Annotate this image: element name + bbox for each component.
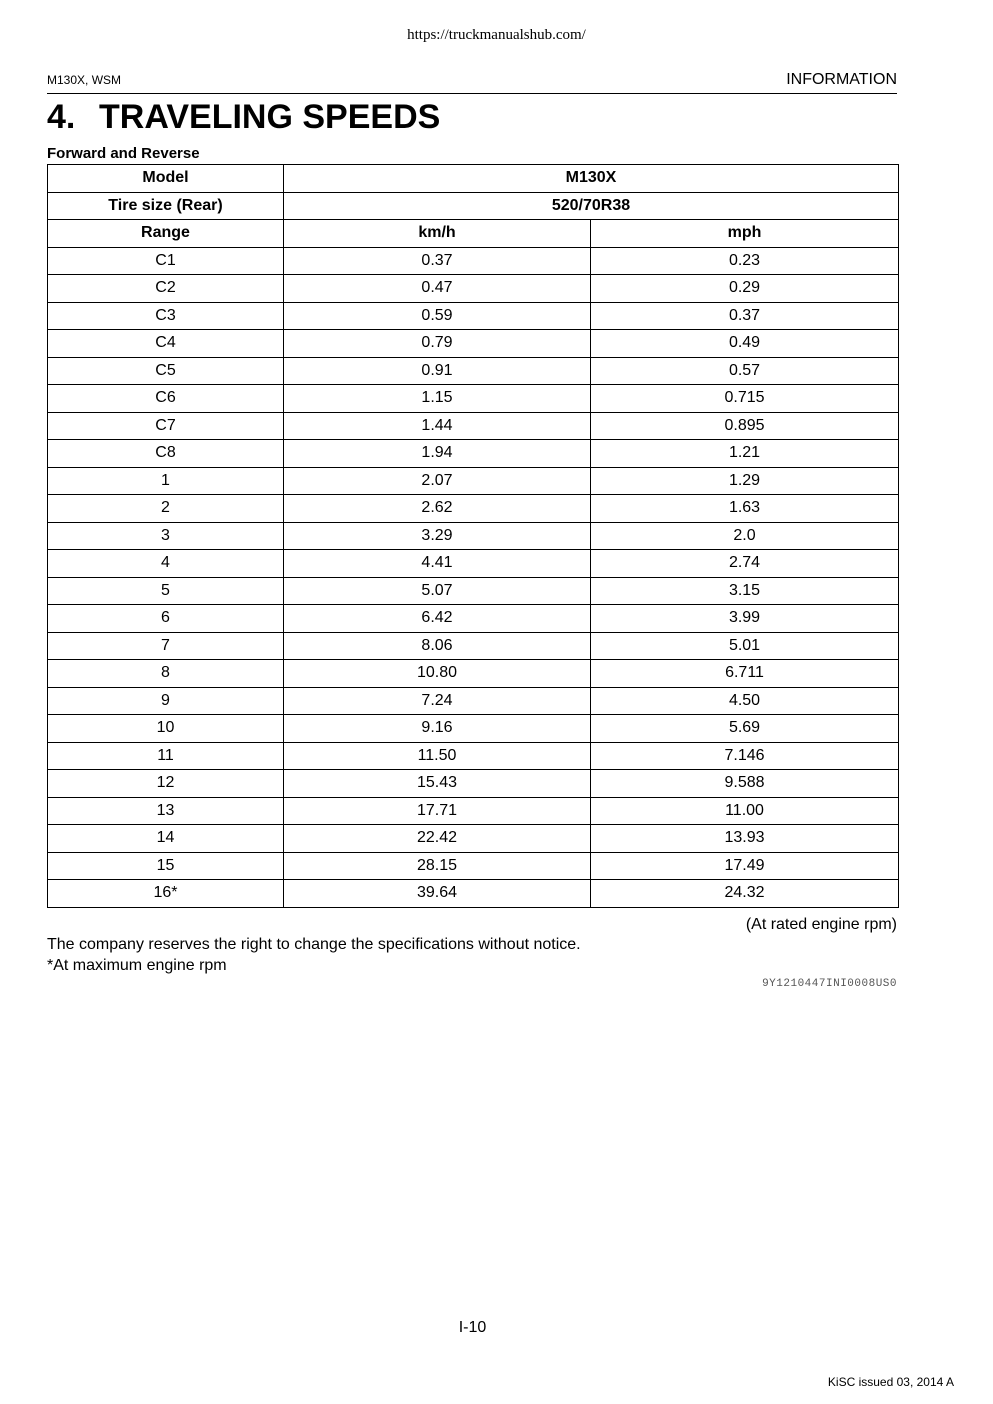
range-cell: 6 [48,605,284,633]
mph-cell: 0.23 [591,247,899,275]
range-cell: C3 [48,302,284,330]
kmh-cell: 39.64 [284,880,591,908]
section-number: 4. [47,98,76,136]
range-cell: 16* [48,880,284,908]
header-manual-name: M130X, WSM [47,73,122,87]
table-row [48,550,899,578]
table-row [48,605,899,633]
column-header-range: Range [48,220,284,248]
column-header-mph: mph [591,220,899,248]
kmh-cell: 1.15 [284,385,591,413]
range-cell: 2 [48,495,284,523]
table-row [48,275,899,303]
range-cell: C5 [48,357,284,385]
kmh-cell: 2.07 [284,467,591,495]
issue-info: KiSC issued 03, 2014 A [827,1375,954,1389]
mph-cell: 7.146 [591,742,899,770]
page-title [47,98,440,137]
mph-cell: 1.29 [591,467,899,495]
table-row [48,330,899,358]
mph-cell: 0.49 [591,330,899,358]
kmh-cell: 6.42 [284,605,591,633]
mph-cell: 0.895 [591,412,899,440]
table-row [48,522,899,550]
table-subtitle: Forward and Reverse [47,145,200,162]
reserve-rights-note: The company reserves the right to change the specifications without notice. [47,936,581,953]
mph-cell: 5.01 [591,632,899,660]
table-row [48,880,899,908]
range-cell: C4 [48,330,284,358]
source-url: https://truckmanualshub.com/ [407,27,586,43]
kmh-cell: 0.79 [284,330,591,358]
kmh-cell: 0.37 [284,247,591,275]
kmh-cell: 9.16 [284,715,591,743]
tire-label: Tire size (Rear) [48,192,284,220]
mph-cell: 24.32 [591,880,899,908]
range-cell: 4 [48,550,284,578]
mph-cell: 2.0 [591,522,899,550]
range-cell: C2 [48,275,284,303]
table-row [48,247,899,275]
kmh-cell: 4.41 [284,550,591,578]
kmh-cell: 0.47 [284,275,591,303]
kmh-cell: 1.94 [284,440,591,468]
kmh-cell: 22.42 [284,825,591,853]
mph-cell: 0.57 [591,357,899,385]
table-row [48,687,899,715]
table-row [48,770,899,798]
kmh-cell: 7.24 [284,687,591,715]
table-row [48,797,899,825]
kmh-cell: 1.44 [284,412,591,440]
mph-cell: 9.588 [591,770,899,798]
range-cell: 13 [48,797,284,825]
table-row [48,852,899,880]
traveling-speeds-table [47,164,899,908]
document-code: 9Y1210447INI0008US0 [762,978,897,990]
mph-cell: 1.21 [591,440,899,468]
mph-cell: 5.69 [591,715,899,743]
mph-cell: 1.63 [591,495,899,523]
range-cell: C7 [48,412,284,440]
rated-rpm-note: (At rated engine rpm) [745,916,897,933]
column-header-kmh: km/h [284,220,591,248]
mph-cell: 3.99 [591,605,899,633]
table-row [48,302,899,330]
kmh-cell: 0.91 [284,357,591,385]
tire-value: 520/70R38 [284,192,899,220]
page-number: I-10 [458,1319,487,1336]
kmh-cell: 8.06 [284,632,591,660]
range-cell: 11 [48,742,284,770]
mph-cell: 0.29 [591,275,899,303]
section-title: TRAVELING SPEEDS [99,98,441,136]
table-row [48,440,899,468]
kmh-cell: 10.80 [284,660,591,688]
mph-cell: 11.00 [591,797,899,825]
range-cell: C1 [48,247,284,275]
table-row [48,715,899,743]
range-cell: 12 [48,770,284,798]
range-cell: 3 [48,522,284,550]
max-rpm-note: *At maximum engine rpm [47,957,227,974]
table-row [48,825,899,853]
model-row [48,165,899,193]
table-row [48,357,899,385]
kmh-cell: 28.15 [284,852,591,880]
table-row [48,577,899,605]
mph-cell: 3.15 [591,577,899,605]
table-row [48,742,899,770]
table-row [48,467,899,495]
kmh-cell: 3.29 [284,522,591,550]
range-cell: 10 [48,715,284,743]
header-rule [47,93,897,94]
range-cell: C8 [48,440,284,468]
column-header-row [48,220,899,248]
kmh-cell: 0.59 [284,302,591,330]
range-cell: 7 [48,632,284,660]
range-cell: 1 [48,467,284,495]
model-value: M130X [284,165,899,193]
table-row [48,632,899,660]
table-row [48,385,899,413]
table-row [48,412,899,440]
table-row [48,660,899,688]
range-cell: 8 [48,660,284,688]
kmh-cell: 11.50 [284,742,591,770]
table-row [48,495,899,523]
mph-cell: 0.37 [591,302,899,330]
mph-cell: 0.715 [591,385,899,413]
model-label: Model [48,165,284,193]
tire-row [48,192,899,220]
range-cell: 14 [48,825,284,853]
kmh-cell: 17.71 [284,797,591,825]
kmh-cell: 2.62 [284,495,591,523]
range-cell: 5 [48,577,284,605]
mph-cell: 2.74 [591,550,899,578]
header-section-name: INFORMATION [786,71,897,88]
range-cell: 9 [48,687,284,715]
kmh-cell: 5.07 [284,577,591,605]
mph-cell: 4.50 [591,687,899,715]
range-cell: C6 [48,385,284,413]
mph-cell: 13.93 [591,825,899,853]
mph-cell: 6.711 [591,660,899,688]
kmh-cell: 15.43 [284,770,591,798]
table-body [48,247,899,907]
mph-cell: 17.49 [591,852,899,880]
range-cell: 15 [48,852,284,880]
